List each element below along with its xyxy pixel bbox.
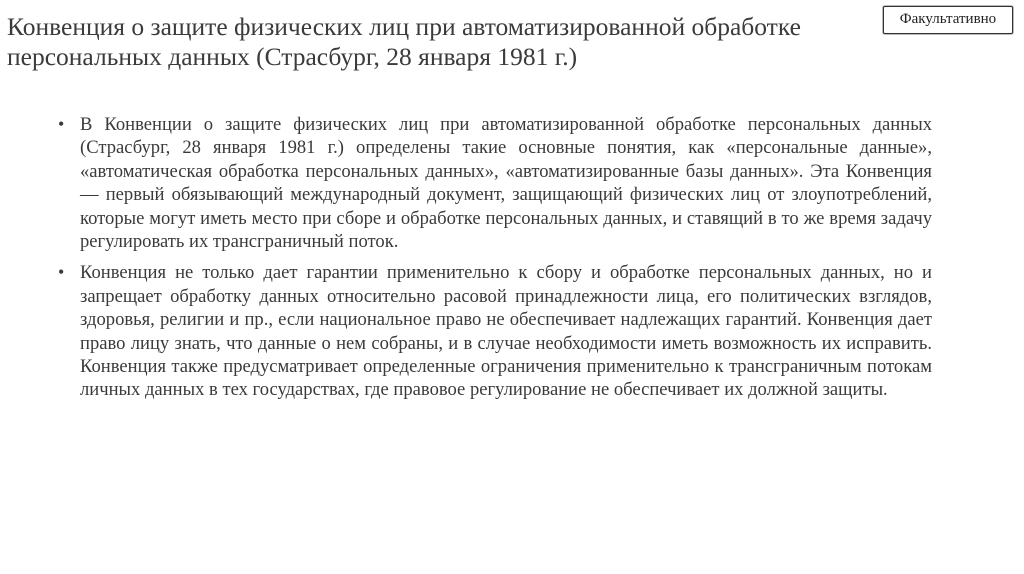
bullet-text: Конвенция не только дает гарантии применительно к сбору и обработке персональных данных, но и запрещает обработку данных относительно расовой принадлежности лица, его политических взглядов, здоровья, религии и пр., если национальное право не обеспечивает надлежащих гарантий. Конвенция дает право лицу знать, что данные о нем собраны, и в случае необходимости иметь возможность их исправить. Конвенция также предусматривает определенные ограничения применительно к трансграничным потокам личных данных в тех государствах, где правовое регулирование не обеспечивает их должной защиты.: [80, 262, 932, 401]
optional-badge: Факультативно: [883, 6, 1013, 34]
bullet-list: [56, 113, 932, 410]
bullet-item: [56, 261, 932, 401]
bullet-marker: •: [58, 114, 65, 134]
bullet-text: В Конвенции о защите физических лиц при автоматизированной обработке персональных данных (Страсбург, 28 января 1981 г.) определены такие основные понятия, как «персональные данные», «автоматическая обработка персональных данных», «автоматизированные базы данных». Эта Конвенция — первый обязывающий международный документ, защищающий физических лиц от злоупотреблений, которые могут иметь место при сборе и обработке персональных данных, и ставящий в то же время задачу регулировать их трансграничный поток.: [80, 114, 932, 253]
bullet-marker: •: [58, 262, 65, 283]
slide-title: Конвенция о защите физических лиц при автоматизированной обработке персональных данных (Страсбург, 28 января 1981 г.): [7, 12, 801, 71]
bullet-item: [56, 113, 932, 253]
